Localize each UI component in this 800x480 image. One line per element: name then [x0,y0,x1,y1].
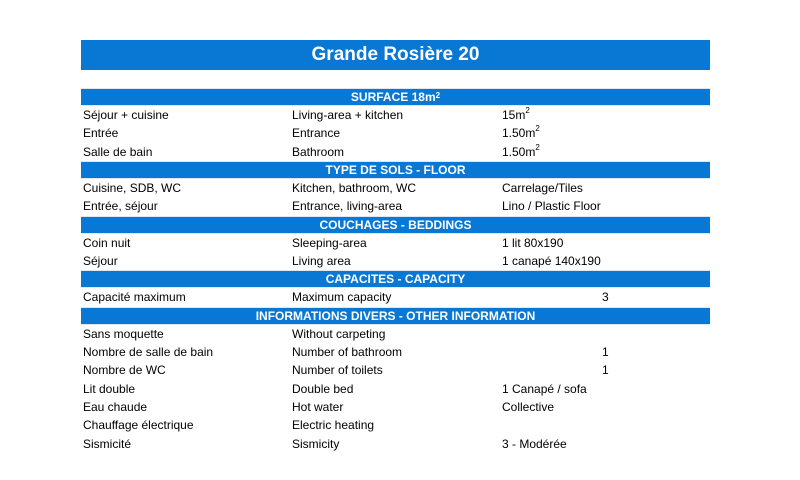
value-cell [502,106,530,124]
table-row [81,288,710,306]
english-label: Hot water [292,400,344,415]
french-label: Nombre de salle de bain [83,345,214,360]
section-header [81,161,710,179]
french-label: Séjour [83,254,118,269]
value-cell [502,234,563,252]
french-label: Cuisine, SDB, WC [83,181,182,196]
french-label: Sans moquette [83,326,164,341]
french-label: Salle de bain [83,144,153,159]
english-label: Double bed [292,381,354,396]
table-row [81,398,710,416]
english-label: Entrance [292,126,341,141]
french-label: Nombre de WC [83,363,166,378]
french-label: Capacité maximum [83,290,186,305]
value-text: 1 [602,345,609,360]
english-label: Number of toilets [292,363,383,378]
section-header: SURFACE 18m $^2$ [81,88,710,106]
section-header-label: INFORMATIONS DIVERS - OTHER INFORMATION [255,308,536,323]
value-text: 3 [602,290,609,305]
section-header-label: COUCHAGES - BEDDINGS [319,217,472,232]
value-cell [502,124,540,142]
section-header [81,307,710,325]
value-superscript: 2 [525,106,530,115]
table-row [81,361,710,379]
section-header-label: TYPE DE SOLS - FLOOR [325,163,466,178]
table-row [81,234,710,252]
section-header [81,216,710,234]
english-label: Maximum capacity [292,290,392,305]
english-label: Bathroom [292,144,345,159]
english-label: Living area [292,254,351,269]
value-text: 3 - Modérée [502,436,567,451]
value-cell [502,398,554,416]
english-label: Kitchen, bathroom, WC [292,181,417,196]
value-cell [502,143,540,161]
french-label: Lit double [83,381,136,396]
table-row [81,143,710,161]
french-label: Chauffage électrique [83,418,194,433]
value-text: Collective [502,400,555,415]
value-superscript: 2 [535,142,540,152]
table-row [81,343,710,361]
french-label: Séjour + cuisine [83,108,169,122]
french-label: Sismicité [83,436,132,451]
table-row [81,124,710,142]
english-label: Sleeping-area [292,235,367,250]
english-label: Number of bathroom [292,345,403,360]
value-text: 15m [502,108,526,122]
value-text: 1.50m [502,126,536,141]
table-row [81,252,710,270]
french-label: Entrée [83,126,119,141]
table-row [81,179,710,197]
table-row [81,416,710,434]
english-label: Living-area + kitchen [292,108,404,122]
table-row [81,325,710,343]
french-label: Eau chaude [83,400,148,415]
value-text: 1 lit 80x190 [502,235,564,250]
value-cell [502,197,601,215]
value-cell [602,361,609,379]
spec-table [81,88,710,453]
value-cell [502,179,583,197]
section-header-label: CAPACITES - CAPACITY [325,272,466,287]
value-cell [502,252,601,270]
english-label: Entrance, living-area [292,199,403,214]
value-superscript: 2 [535,124,540,134]
page-title: Grande Rosière 20 [81,40,710,70]
value-cell [602,343,609,361]
section-header-label: SURFACE 18m [350,90,436,104]
french-label: Coin nuit [83,235,131,250]
section-header [81,270,710,288]
value-text: Carrelage/Tiles [502,181,583,196]
value-text: Lino / Plastic Floor [502,199,601,214]
english-label: Sismicity [292,436,340,451]
table-row [81,106,710,124]
value-text: 1 canapé 140x190 [502,254,601,269]
english-label: Electric heating [292,418,375,433]
value-cell [502,380,587,398]
english-label: Without carpeting [292,326,386,341]
value-cell [602,288,609,306]
value-text: 1.50m [502,144,536,159]
table-row [81,435,710,453]
value-cell [502,435,567,453]
value-text: 1 [602,363,609,378]
french-label: Entrée, séjour [83,199,158,214]
table-row [81,380,710,398]
table-row [81,197,710,215]
value-text: 1 Canapé / sofa [502,381,587,396]
